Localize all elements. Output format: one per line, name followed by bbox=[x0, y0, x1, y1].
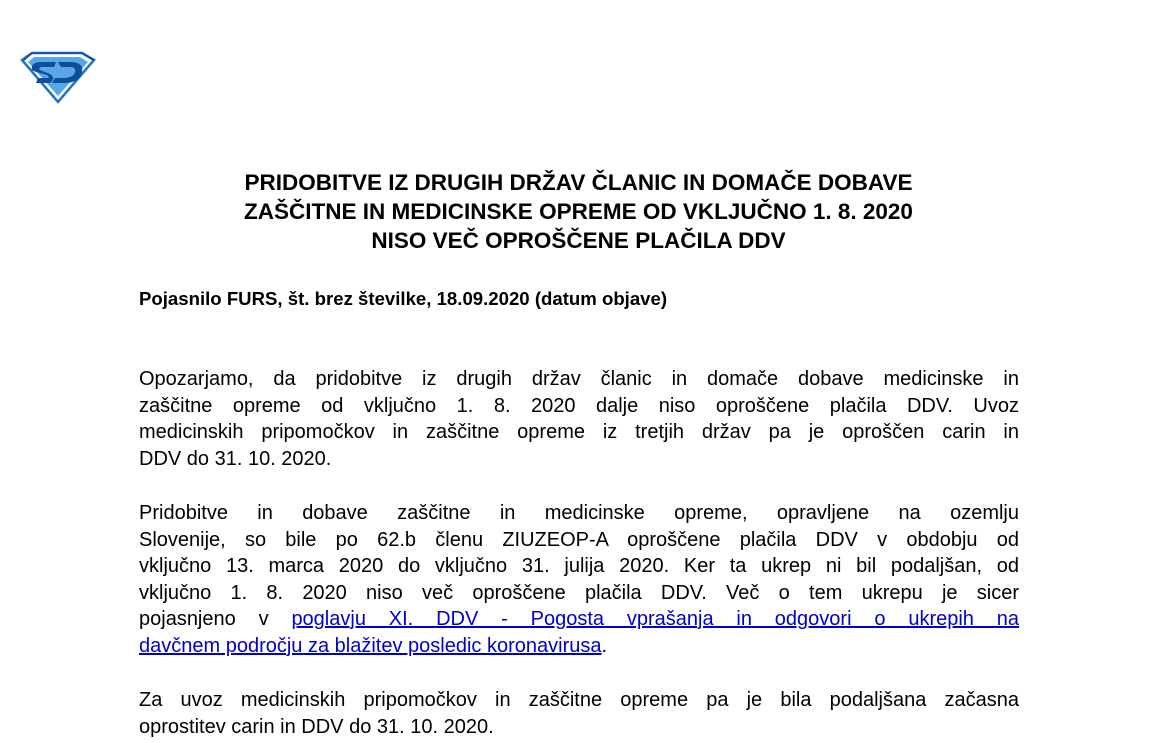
paragraph-3 bbox=[139, 687, 1019, 740]
paragraph-3-line: oprostitev carin in DDV do 31. 10. 2020. bbox=[139, 715, 494, 738]
paragraph-1-line: zaščitne opreme od vključno 1. 8. 2020 dalje niso oproščene plačila DDV. Uvoz bbox=[139, 394, 1019, 417]
sd-diamond-logo-icon bbox=[20, 50, 96, 104]
paragraph-2-line bbox=[139, 606, 1019, 633]
paragraph-1-line: medicinskih pripomočkov in zaščitne opreme iz tretjih držav pa je oproščen carin in bbox=[139, 421, 1019, 443]
paragraph-2 bbox=[139, 500, 1019, 659]
faq-chapter-link[interactable]: poglavju XI. DDV - Pogosta vprašanja in odgovori o ukrepih na bbox=[291, 608, 1020, 630]
paragraph-1-line: DDV do 31. 10. 2020. bbox=[139, 447, 332, 470]
paragraph-2-line: Pridobitve in dobave zaščitne in medicinske opreme, opravljene na ozemlju bbox=[139, 502, 1019, 524]
document-subtitle: Pojasnilo FURS, št. brez številke, 18.09.2020 (datum objave) bbox=[139, 288, 668, 309]
faq-chapter-link-continued[interactable]: davčnem področju za blažitev posledic koronavirusa bbox=[139, 634, 602, 657]
paragraph-3-line: Za uvoz medicinskih pripomočkov in zaščitne opreme pa je bila podaljšana začasna bbox=[139, 689, 1019, 711]
paragraph-1-line: Opozarjamo, da pridobitve iz drugih držav članic in domače dobave medicinske in bbox=[139, 368, 1019, 390]
paragraph-2-line bbox=[139, 633, 1019, 660]
paragraph-2-line: vključno 13. marca 2020 do vključno 31. julija 2020. Ker ta ukrep ni bil podaljšan, od bbox=[139, 555, 1019, 577]
paragraph-2-line: Slovenije, so bile po 62.b členu ZIUZEOP-A oproščene plačila DDV v obdobju od bbox=[139, 528, 1019, 551]
document-title bbox=[120, 168, 1037, 255]
paragraph-1 bbox=[139, 366, 1019, 472]
title-line-2: ZAŠČITNE IN MEDICINSKE OPREME OD VKLJUČNO 1. 8. 2020 bbox=[244, 199, 913, 224]
title-line-3: NISO VEČ OPROŠČENE PLAČILA DDV bbox=[371, 228, 786, 253]
link-prefix: pojasnjeno v bbox=[139, 608, 269, 630]
title-line-1: PRIDOBITVE IZ DRUGIH DRŽAV ČLANIC IN DOMAČE DOBAVE bbox=[244, 170, 913, 195]
paragraph-2-line: vključno 1. 8. 2020 niso več oproščene plačila DDV. Več o tem ukrepu je sicer bbox=[139, 581, 1019, 604]
link-suffix: . bbox=[601, 634, 608, 657]
